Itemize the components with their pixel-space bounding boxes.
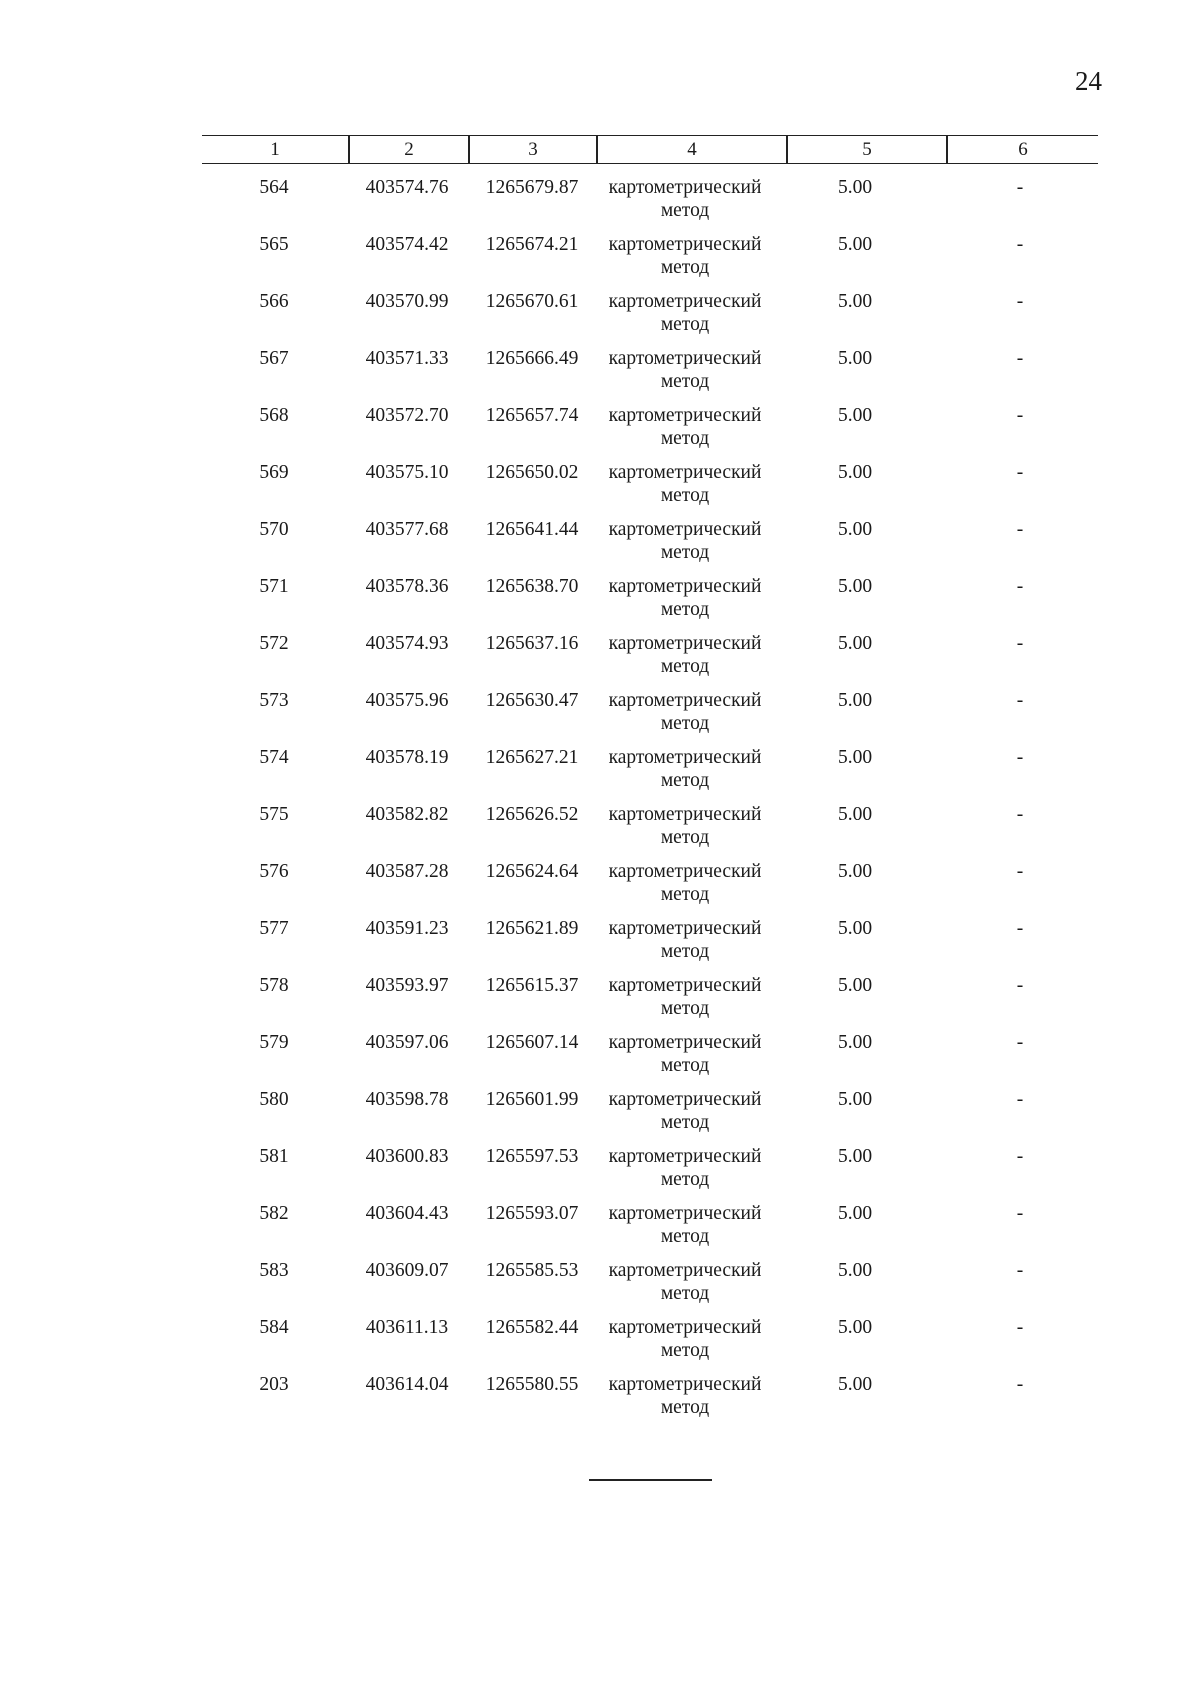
- accuracy-cell: 5.00: [837, 690, 873, 711]
- method-cell: [595, 1202, 775, 1248]
- method-line: картометрический: [608, 348, 762, 369]
- point-number-cell: 571: [259, 576, 289, 597]
- point-number-cell: 575: [259, 804, 289, 825]
- point-number-cell: 584: [259, 1317, 289, 1338]
- y-coordinate-cell: 1265626.52: [485, 804, 579, 825]
- table-row: [0, 689, 1200, 746]
- method-line: метод: [660, 257, 710, 278]
- y-coordinate-cell: 1265641.44: [485, 519, 579, 540]
- accuracy-cell: 5.00: [837, 1260, 873, 1281]
- method-line: метод: [660, 770, 710, 791]
- point-number-cell: 567: [259, 348, 289, 369]
- accuracy-cell: 5.00: [837, 405, 873, 426]
- note-cell: -: [1016, 291, 1024, 312]
- accuracy-cell: 5.00: [837, 1146, 873, 1167]
- method-cell: [595, 1031, 775, 1077]
- point-number-cell: 564: [259, 177, 289, 198]
- note-cell: -: [1016, 747, 1024, 768]
- method-line: картометрический: [608, 291, 762, 312]
- method-cell: [595, 404, 775, 450]
- method-line: картометрический: [608, 747, 762, 768]
- method-line: метод: [660, 371, 710, 392]
- x-coordinate-cell: 403587.28: [365, 861, 449, 882]
- x-coordinate-cell: 403571.33: [365, 348, 449, 369]
- header-col-5: 5: [862, 139, 872, 160]
- method-line: картометрический: [608, 177, 762, 198]
- method-line: метод: [660, 1340, 710, 1361]
- accuracy-cell: 5.00: [837, 861, 873, 882]
- method-cell: [595, 1373, 775, 1419]
- accuracy-cell: 5.00: [837, 1089, 873, 1110]
- method-line: метод: [660, 1055, 710, 1076]
- y-coordinate-cell: 1265585.53: [485, 1260, 579, 1281]
- note-cell: -: [1016, 405, 1024, 426]
- method-line: метод: [660, 314, 710, 335]
- y-coordinate-cell: 1265607.14: [485, 1032, 579, 1053]
- table-row: [0, 461, 1200, 518]
- x-coordinate-cell: 403604.43: [365, 1203, 449, 1224]
- accuracy-cell: 5.00: [837, 177, 873, 198]
- header-col-4: 4: [687, 139, 697, 160]
- x-coordinate-cell: 403591.23: [365, 918, 449, 939]
- method-line: картометрический: [608, 1146, 762, 1167]
- y-coordinate-cell: 1265582.44: [485, 1317, 579, 1338]
- y-coordinate-cell: 1265674.21: [485, 234, 579, 255]
- accuracy-cell: 5.00: [837, 747, 873, 768]
- accuracy-cell: 5.00: [837, 348, 873, 369]
- point-number-cell: 568: [259, 405, 289, 426]
- note-cell: -: [1016, 576, 1024, 597]
- y-coordinate-cell: 1265650.02: [485, 462, 579, 483]
- accuracy-cell: 5.00: [837, 1032, 873, 1053]
- method-cell: [595, 461, 775, 507]
- end-rule: [589, 1479, 712, 1481]
- x-coordinate-cell: 403577.68: [365, 519, 449, 540]
- table-row: [0, 746, 1200, 803]
- note-cell: -: [1016, 861, 1024, 882]
- accuracy-cell: 5.00: [837, 918, 873, 939]
- accuracy-cell: 5.00: [837, 975, 873, 996]
- method-cell: [595, 974, 775, 1020]
- point-number-cell: 578: [259, 975, 289, 996]
- y-coordinate-cell: 1265580.55: [485, 1374, 579, 1395]
- accuracy-cell: 5.00: [837, 804, 873, 825]
- accuracy-cell: 5.00: [837, 1374, 873, 1395]
- method-line: метод: [660, 713, 710, 734]
- accuracy-cell: 5.00: [837, 291, 873, 312]
- y-coordinate-cell: 1265670.61: [485, 291, 579, 312]
- table-header: [202, 135, 1098, 164]
- table-row: [0, 347, 1200, 404]
- method-cell: [595, 575, 775, 621]
- note-cell: -: [1016, 348, 1024, 369]
- note-cell: -: [1016, 918, 1024, 939]
- table-row: [0, 860, 1200, 917]
- method-line: картометрический: [608, 918, 762, 939]
- accuracy-cell: 5.00: [837, 519, 873, 540]
- x-coordinate-cell: 403598.78: [365, 1089, 449, 1110]
- table-row: [0, 176, 1200, 233]
- method-line: картометрический: [608, 1317, 762, 1338]
- note-cell: -: [1016, 462, 1024, 483]
- header-col-3: 3: [528, 139, 538, 160]
- y-coordinate-cell: 1265624.64: [485, 861, 579, 882]
- method-line: метод: [660, 941, 710, 962]
- method-cell: [595, 632, 775, 678]
- table-row: [0, 803, 1200, 860]
- table-row: [0, 632, 1200, 689]
- point-number-cell: 580: [259, 1089, 289, 1110]
- method-cell: [595, 1145, 775, 1191]
- method-line: метод: [660, 656, 710, 677]
- page-number: 24: [1075, 66, 1102, 96]
- method-line: картометрический: [608, 1089, 762, 1110]
- point-number-cell: 579: [259, 1032, 289, 1053]
- table-row: [0, 1202, 1200, 1259]
- accuracy-cell: 5.00: [837, 462, 873, 483]
- method-line: метод: [660, 1112, 710, 1133]
- y-coordinate-cell: 1265657.74: [485, 405, 579, 426]
- method-line: картометрический: [608, 690, 762, 711]
- header-col-1: 1: [270, 139, 280, 160]
- note-cell: -: [1016, 804, 1024, 825]
- method-cell: [595, 746, 775, 792]
- x-coordinate-cell: 403611.13: [365, 1317, 449, 1338]
- method-line: картометрический: [608, 576, 762, 597]
- table-row: [0, 404, 1200, 461]
- table-row: [0, 1259, 1200, 1316]
- method-line: метод: [660, 998, 710, 1019]
- note-cell: -: [1016, 690, 1024, 711]
- y-coordinate-cell: 1265637.16: [485, 633, 579, 654]
- y-coordinate-cell: 1265621.89: [485, 918, 579, 939]
- point-number-cell: 581: [259, 1146, 289, 1167]
- note-cell: -: [1016, 519, 1024, 540]
- point-number-cell: 566: [259, 291, 289, 312]
- table-row: [0, 974, 1200, 1031]
- method-line: метод: [660, 542, 710, 563]
- method-line: метод: [660, 485, 710, 506]
- table-row: [0, 290, 1200, 347]
- method-line: метод: [660, 1226, 710, 1247]
- method-line: картометрический: [608, 1374, 762, 1395]
- x-coordinate-cell: 403572.70: [365, 405, 449, 426]
- y-coordinate-cell: 1265597.53: [485, 1146, 579, 1167]
- accuracy-cell: 5.00: [837, 1203, 873, 1224]
- x-coordinate-cell: 403609.07: [365, 1260, 449, 1281]
- method-cell: [595, 233, 775, 279]
- y-coordinate-cell: 1265638.70: [485, 576, 579, 597]
- x-coordinate-cell: 403575.10: [365, 462, 449, 483]
- x-coordinate-cell: 403597.06: [365, 1032, 449, 1053]
- x-coordinate-cell: 403574.42: [365, 234, 449, 255]
- x-coordinate-cell: 403574.93: [365, 633, 449, 654]
- table-row: [0, 1373, 1200, 1430]
- method-line: метод: [660, 1397, 710, 1418]
- note-cell: -: [1016, 1374, 1024, 1395]
- accuracy-cell: 5.00: [837, 576, 873, 597]
- note-cell: -: [1016, 1317, 1024, 1338]
- table-row: [0, 518, 1200, 575]
- note-cell: -: [1016, 234, 1024, 255]
- note-cell: -: [1016, 1203, 1024, 1224]
- method-line: метод: [660, 599, 710, 620]
- method-line: метод: [660, 827, 710, 848]
- method-cell: [595, 290, 775, 336]
- method-cell: [595, 518, 775, 564]
- method-line: картометрический: [608, 1032, 762, 1053]
- header-col-2: 2: [404, 139, 414, 160]
- method-cell: [595, 176, 775, 222]
- method-line: картометрический: [608, 519, 762, 540]
- accuracy-cell: 5.00: [837, 633, 873, 654]
- x-coordinate-cell: 403582.82: [365, 804, 449, 825]
- method-line: картометрический: [608, 1260, 762, 1281]
- table-row: [0, 1031, 1200, 1088]
- point-number-cell: 570: [259, 519, 289, 540]
- point-number-cell: 574: [259, 747, 289, 768]
- point-number-cell: 569: [259, 462, 289, 483]
- method-line: метод: [660, 428, 710, 449]
- point-number-cell: 582: [259, 1203, 289, 1224]
- method-line: картометрический: [608, 234, 762, 255]
- x-coordinate-cell: 403575.96: [365, 690, 449, 711]
- method-line: картометрический: [608, 405, 762, 426]
- method-cell: [595, 1088, 775, 1134]
- y-coordinate-cell: 1265627.21: [485, 747, 579, 768]
- point-number-cell: 573: [259, 690, 289, 711]
- table-row: [0, 1145, 1200, 1202]
- x-coordinate-cell: 403578.19: [365, 747, 449, 768]
- point-number-cell: 576: [259, 861, 289, 882]
- point-number-cell: 203: [259, 1374, 289, 1395]
- table-row: [0, 575, 1200, 632]
- x-coordinate-cell: 403614.04: [365, 1374, 449, 1395]
- table-row: [0, 1316, 1200, 1373]
- y-coordinate-cell: 1265666.49: [485, 348, 579, 369]
- method-cell: [595, 803, 775, 849]
- note-cell: -: [1016, 1089, 1024, 1110]
- accuracy-cell: 5.00: [837, 234, 873, 255]
- x-coordinate-cell: 403578.36: [365, 576, 449, 597]
- method-line: картометрический: [608, 861, 762, 882]
- y-coordinate-cell: 1265601.99: [485, 1089, 579, 1110]
- point-number-cell: 572: [259, 633, 289, 654]
- method-cell: [595, 917, 775, 963]
- header-col-6: 6: [1018, 139, 1028, 160]
- x-coordinate-cell: 403570.99: [365, 291, 449, 312]
- method-line: картометрический: [608, 1203, 762, 1224]
- method-cell: [595, 1259, 775, 1305]
- method-cell: [595, 860, 775, 906]
- note-cell: -: [1016, 1032, 1024, 1053]
- method-cell: [595, 689, 775, 735]
- method-line: картометрический: [608, 975, 762, 996]
- point-number-cell: 577: [259, 918, 289, 939]
- accuracy-cell: 5.00: [837, 1317, 873, 1338]
- table-row: [0, 1088, 1200, 1145]
- y-coordinate-cell: 1265615.37: [485, 975, 579, 996]
- method-line: метод: [660, 1283, 710, 1304]
- point-number-cell: 583: [259, 1260, 289, 1281]
- note-cell: -: [1016, 1146, 1024, 1167]
- note-cell: -: [1016, 1260, 1024, 1281]
- x-coordinate-cell: 403593.97: [365, 975, 449, 996]
- method-line: метод: [660, 1169, 710, 1190]
- y-coordinate-cell: 1265679.87: [485, 177, 579, 198]
- x-coordinate-cell: 403600.83: [365, 1146, 449, 1167]
- note-cell: -: [1016, 975, 1024, 996]
- table-row: [0, 917, 1200, 974]
- note-cell: -: [1016, 177, 1024, 198]
- point-number-cell: 565: [259, 234, 289, 255]
- method-cell: [595, 1316, 775, 1362]
- method-line: картометрический: [608, 633, 762, 654]
- method-line: картометрический: [608, 462, 762, 483]
- y-coordinate-cell: 1265593.07: [485, 1203, 579, 1224]
- method-line: метод: [660, 200, 710, 221]
- y-coordinate-cell: 1265630.47: [485, 690, 579, 711]
- method-line: картометрический: [608, 804, 762, 825]
- note-cell: -: [1016, 633, 1024, 654]
- x-coordinate-cell: 403574.76: [365, 177, 449, 198]
- method-line: метод: [660, 884, 710, 905]
- table-row: [0, 233, 1200, 290]
- method-cell: [595, 347, 775, 393]
